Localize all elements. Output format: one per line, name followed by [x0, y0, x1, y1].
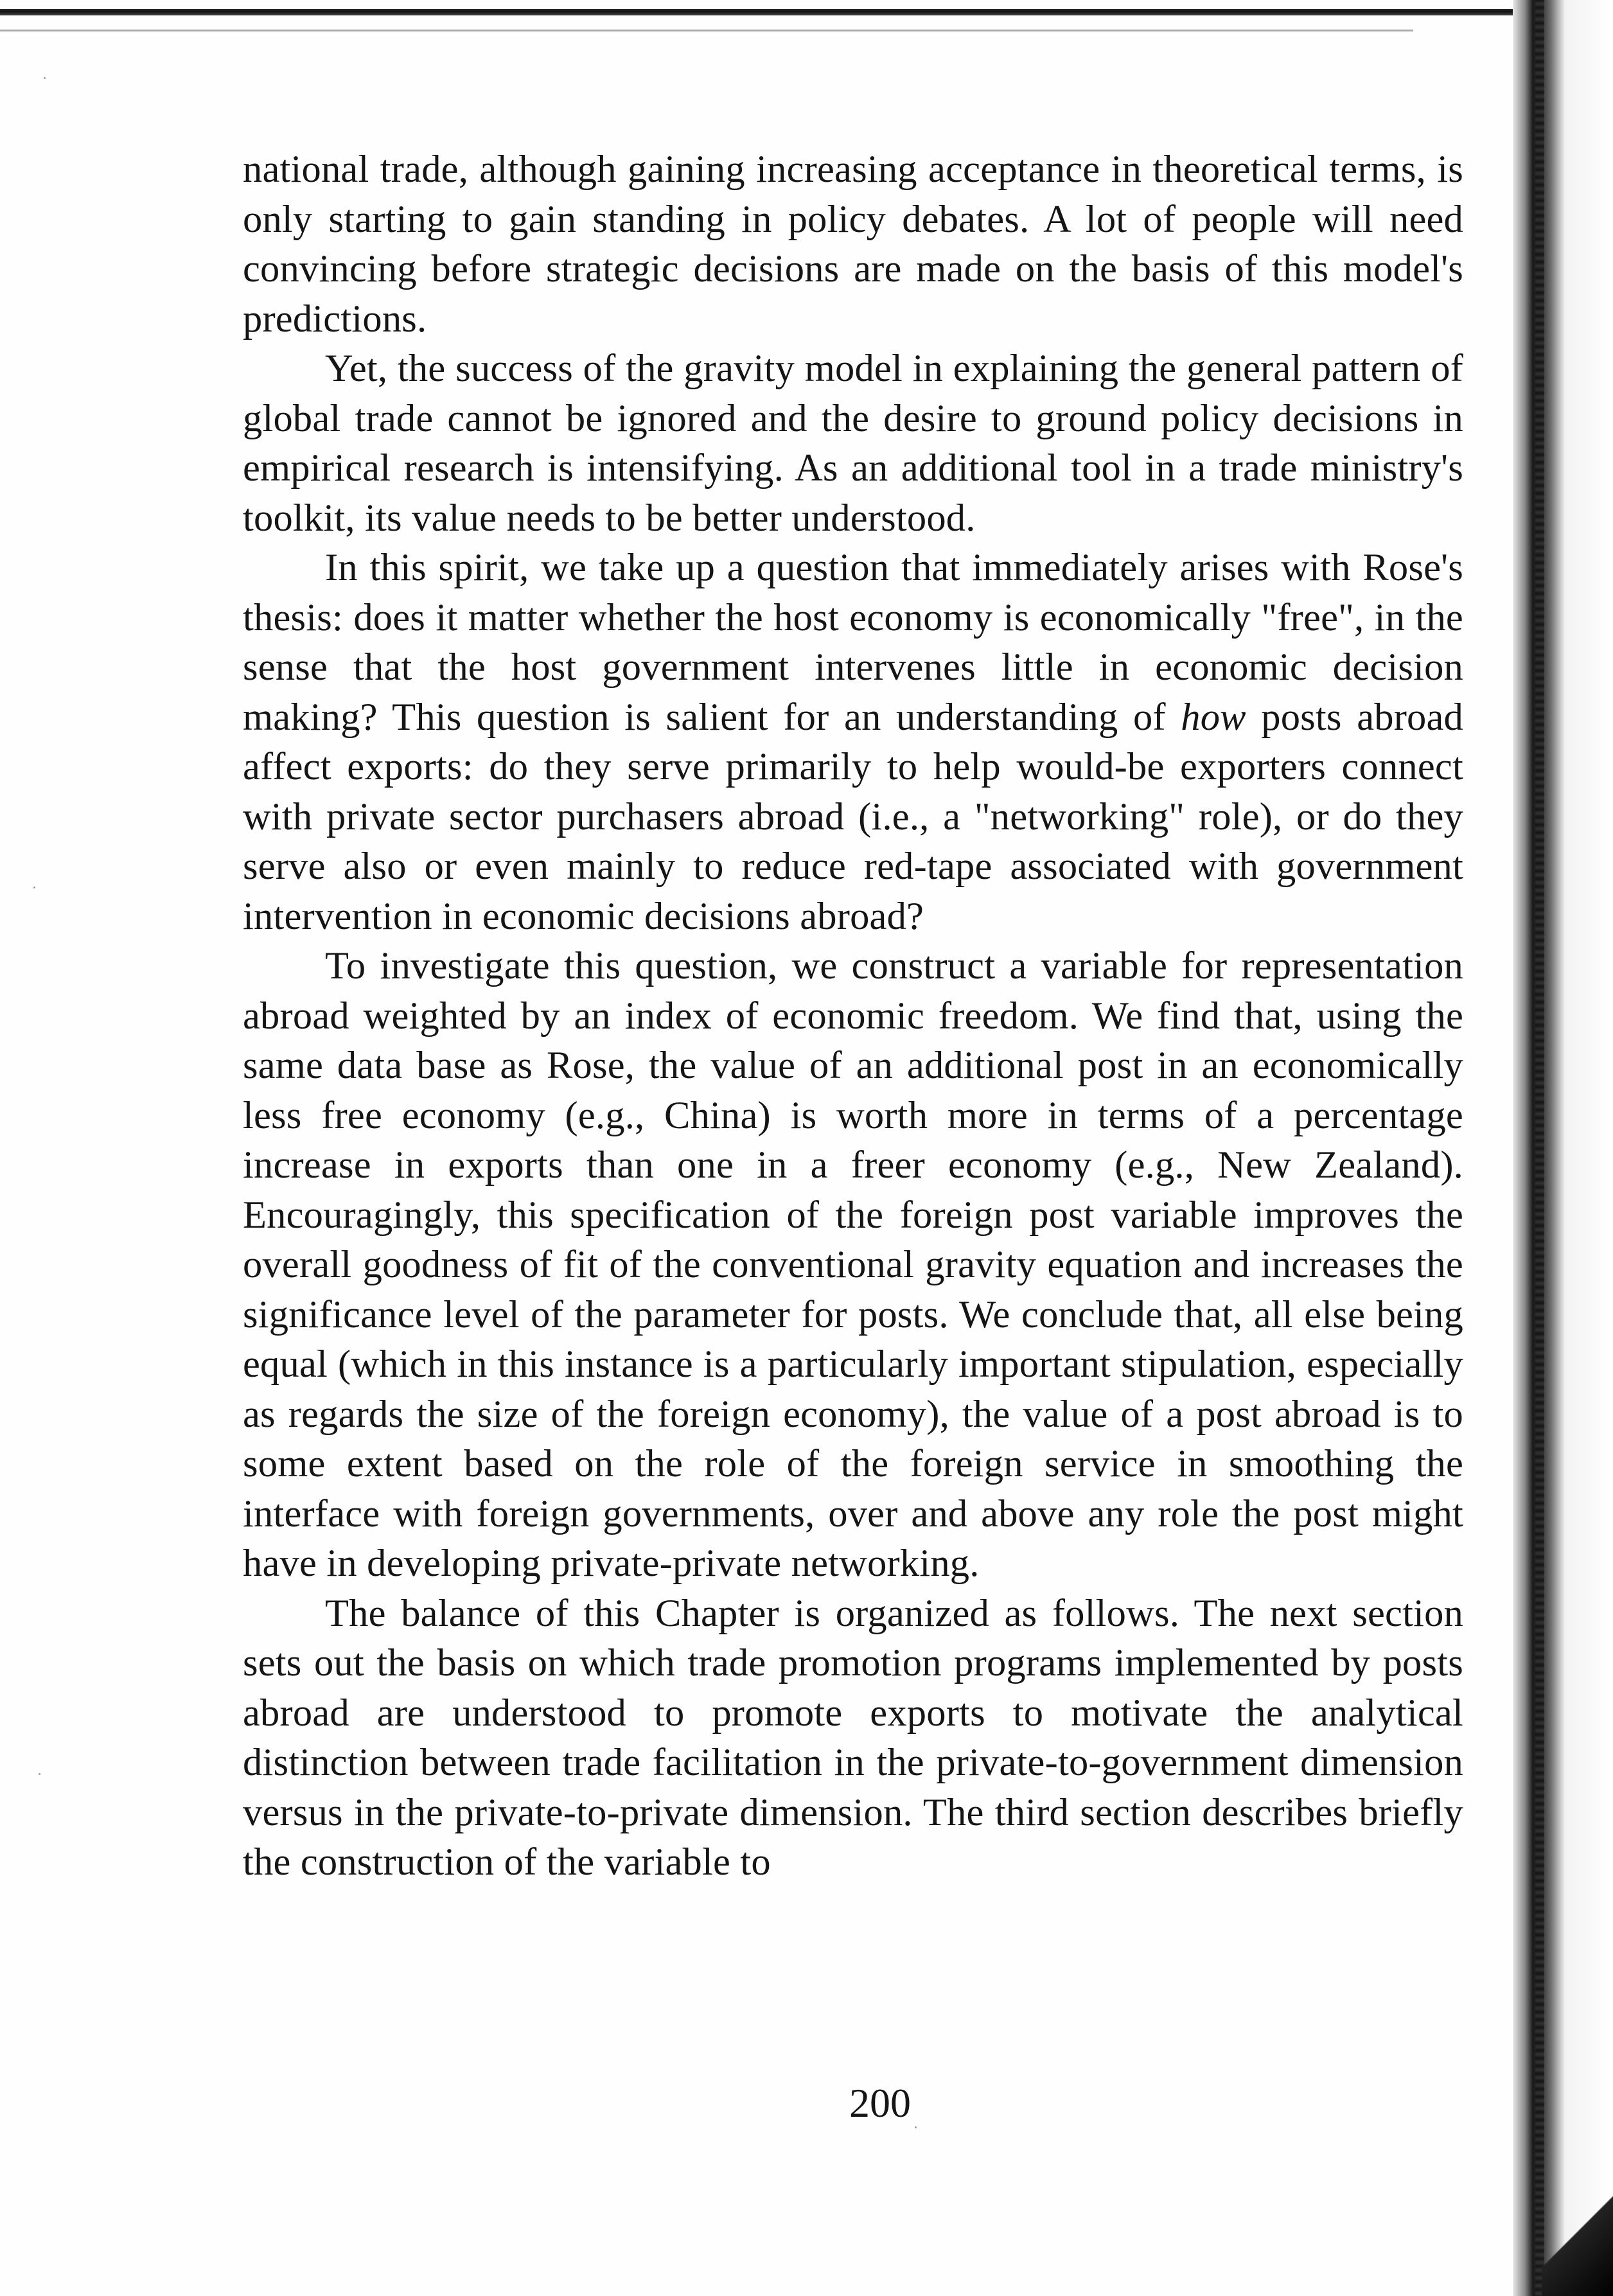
- paragraph-3-emphasis: how: [1181, 695, 1246, 739]
- page-number: 200: [849, 2080, 911, 2126]
- paragraph-5: [243, 1589, 1463, 1887]
- book-binding-edge: [1513, 0, 1613, 2296]
- page-corner-shadow: [1542, 2184, 1613, 2296]
- paragraph-3: [243, 543, 1463, 941]
- paragraph-1-text: national trade, although gaining increasing acceptance in theoretical terms, is only starting to gain standing in policy debates. A lot of people will need convincing before strategic decisions are made on the basis of this model's predictions.: [243, 148, 1463, 340]
- paragraph-4-text: To investigate this question, we construct a variable for representation abroad weighted by an index of economic freedom. We find that, using the same data base as Rose, the value of an additional post in an economically less free economy (e.g., China) is worth more in terms of a percentage increase in exports than one in a freer economy (e.g., New Zealand). Encouragingly, this specification of the foreign post variable improves the overall goodness of fit of the conventional gravity equation and increases the significance level of the parameter for posts. We conclude that, all else being equal (which in this instance is a particularly important stipulation, especially as regards the size of the foreign economy), the value of a post abroad is to some extent based on the role of the foreign service in smoothing the interface with foreign governments, over and above any role the post might have in developing private-private networking.: [243, 944, 1463, 1585]
- top-scan-shadow: [0, 30, 1413, 31]
- paragraph-3-text-end: posts abroad affect exports: do they serve primarily to help would-be exporters connect with private sector purchasers abroad (i.e., a "networking" role), or do they serve also or even mainly to reduce red-tape associated with government intervention in economic decisions abroad?: [243, 695, 1463, 938]
- body-text: [243, 145, 1463, 1887]
- scan-speck: [33, 887, 35, 888]
- paragraph-2-text: Yet, the success of the gravity model in explaining the general pattern of global trade cannot be ignored and the desire to ground policy decisions in empirical research is intensifying. As an additional tool in a trade ministry's toolkit, its value needs to be better understood.: [243, 347, 1463, 540]
- paragraph-5-text: The balance of this Chapter is organized as follows. The next section sets out the basis on which trade promotion programs implemented by posts abroad are understood to promote exports to motivate the analytical distinction between trade facilitation in the private-to-government dimension versus in the private-to-private dimension. The third section describes briefly the construction of the variable to: [243, 1591, 1463, 1884]
- paragraph-3-text-start: In this spirit, we take up a question that immediately arises with Rose's thesis: does it matter whether the host economy is economically "free", in the sense that the host government intervenes little in economic decision making? This question is salient for an understanding of: [243, 546, 1463, 739]
- book-binding-shadow: [1535, 0, 1544, 2296]
- scan-speck: [39, 1773, 40, 1775]
- paragraph-1: [243, 145, 1463, 344]
- paragraph-4: [243, 941, 1463, 1589]
- paragraph-2: [243, 344, 1463, 543]
- scan-speck: [44, 77, 46, 79]
- top-scan-edge: [0, 9, 1529, 15]
